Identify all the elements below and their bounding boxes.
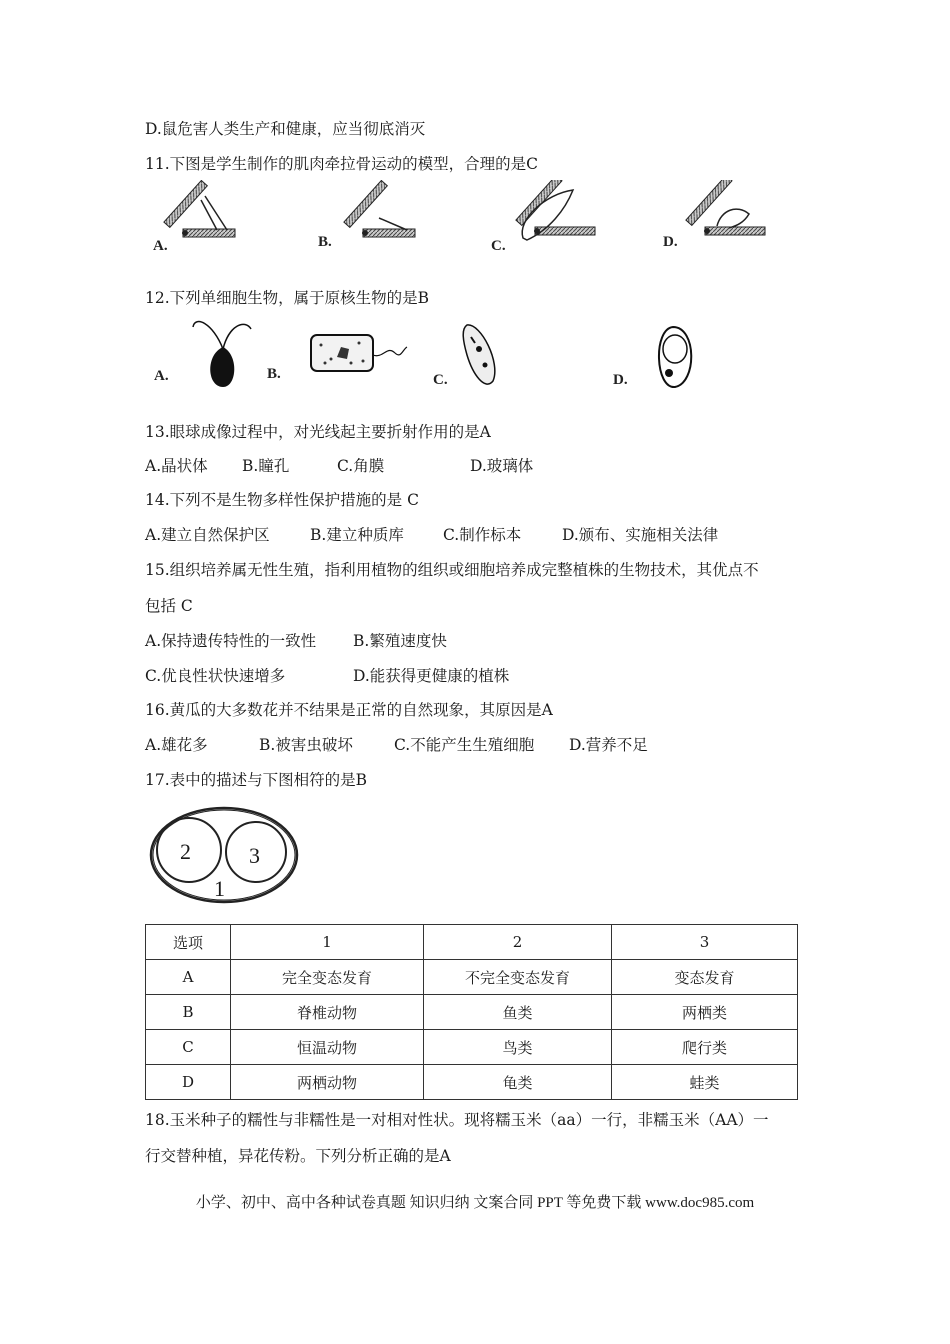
- page-footer: 小学、初中、高中各种试卷真题 知识归纳 文案合同 PPT 等免费下载 www.doc985.com: [195, 1195, 755, 1211]
- table-cell: C: [146, 1030, 231, 1065]
- q13-option: B.瞳孔: [242, 457, 290, 475]
- q12-label-b: B.: [267, 366, 281, 382]
- table-cell: 蛙类: [612, 1065, 798, 1100]
- table-cell: D: [146, 1065, 231, 1100]
- table-cell: 龟类: [424, 1065, 612, 1100]
- q16-options: [145, 735, 648, 755]
- q17-venn-diagram: [145, 803, 305, 907]
- q10-option-d: D.鼠危害人类生产和健康，应当彻底消灭: [145, 120, 426, 138]
- q18-question-cont: 行交替种植，异花传粉。下列分析正确的是A: [145, 1147, 451, 1165]
- q12-cell-c: [463, 325, 495, 384]
- q16-option: C.不能产生生殖细胞: [394, 736, 535, 754]
- table-header-cell: 2: [424, 925, 612, 960]
- venn-label-2: 2: [180, 839, 191, 864]
- table-cell: B: [146, 995, 231, 1030]
- table-cell: 恒温动物: [231, 1030, 424, 1065]
- q12-cell-b: [311, 335, 407, 371]
- q11-model-b: [344, 180, 415, 237]
- q12-label-d: D.: [613, 372, 628, 388]
- table-cell: 脊椎动物: [231, 995, 424, 1030]
- q11-model-a: [164, 180, 235, 237]
- table-cell: A: [146, 960, 231, 995]
- q11-model-d: [686, 180, 765, 235]
- q11-label-c: C.: [491, 238, 506, 254]
- q15-question-cont: 包括 C: [145, 597, 193, 615]
- q11-figure: [145, 180, 805, 260]
- q14-option: A.建立自然保护区: [145, 526, 270, 544]
- q11-label-a: A.: [153, 238, 168, 254]
- q12-question: 12.下列单细胞生物，属于原核生物的是B: [145, 289, 430, 307]
- venn-label-3: 3: [249, 843, 260, 868]
- q17-table: [145, 924, 798, 1100]
- table-row: [146, 995, 798, 1030]
- q12-label-a: A.: [154, 368, 169, 384]
- table-row: [146, 1030, 798, 1065]
- table-cell: 变态发育: [612, 960, 798, 995]
- table-cell: 鸟类: [424, 1030, 612, 1065]
- q13-options: [145, 456, 533, 476]
- table-cell: 鱼类: [424, 995, 612, 1030]
- table-cell: 不完全变态发育: [424, 960, 612, 995]
- table-cell: 两栖类: [612, 995, 798, 1030]
- q14-option: D.颁布、实施相关法律: [562, 526, 719, 544]
- q14-question: 14.下列不是生物多样性保护措施的是 C: [145, 491, 419, 509]
- q14-option: C.制作标本: [443, 526, 522, 544]
- q12-cell-a: [193, 322, 251, 387]
- q15-option: B.繁殖速度快: [353, 632, 447, 650]
- q16-option: A.雄花多: [145, 736, 208, 754]
- q15-option: D.能获得更健康的植株: [353, 667, 510, 685]
- table-header-cell: 1: [231, 925, 424, 960]
- table-row: [146, 1065, 798, 1100]
- venn-label-1: 1: [214, 876, 225, 901]
- q17-question: 17.表中的描述与下图相符的是B: [145, 771, 368, 789]
- table-header-cell: 选项: [146, 925, 231, 960]
- q15-option: A.保持遗传特性的一致性: [145, 632, 317, 650]
- q15-question: 15.组织培养属无性生殖，指利用植物的组织或细胞培养成完整植株的生物技术，其优点不: [145, 561, 759, 579]
- q13-option: A.晶状体: [145, 457, 208, 475]
- q15-option: C.优良性状快速增多: [145, 667, 286, 685]
- q11-label-d: D.: [663, 234, 678, 250]
- q12-cell-d: [659, 327, 691, 387]
- q11-model-c: [516, 180, 595, 240]
- q16-option: D.营养不足: [569, 736, 648, 754]
- q15-options-row1: [145, 631, 447, 651]
- q14-option: B.建立种质库: [310, 526, 404, 544]
- q13-option: D.玻璃体: [470, 457, 534, 475]
- table-row: [146, 960, 798, 995]
- table-header-row: [146, 925, 798, 960]
- q14-options: [145, 525, 718, 545]
- table-cell: 两栖动物: [231, 1065, 424, 1100]
- q12-figure: [145, 315, 715, 395]
- table-cell: 爬行类: [612, 1030, 798, 1065]
- table-header-cell: 3: [612, 925, 798, 960]
- q12-label-c: C.: [433, 372, 448, 388]
- q16-option: B.被害虫破坏: [259, 736, 353, 754]
- q16-question: 16.黄瓜的大多数花并不结果是正常的自然现象，其原因是A: [145, 701, 553, 719]
- q11-label-b: B.: [318, 234, 332, 250]
- table-cell: 完全变态发育: [231, 960, 424, 995]
- q11-question: 11.下图是学生制作的肌肉牵拉骨运动的模型，合理的是C: [145, 155, 539, 173]
- q18-question: 18.玉米种子的糯性与非糯性是一对相对性状。现将糯玉米（aa）一行，非糯玉米（AA）一: [145, 1111, 769, 1129]
- q13-option: C.角膜: [337, 457, 385, 475]
- q13-question: 13.眼球成像过程中，对光线起主要折射作用的是A: [145, 423, 491, 441]
- q15-options-row2: [145, 666, 509, 686]
